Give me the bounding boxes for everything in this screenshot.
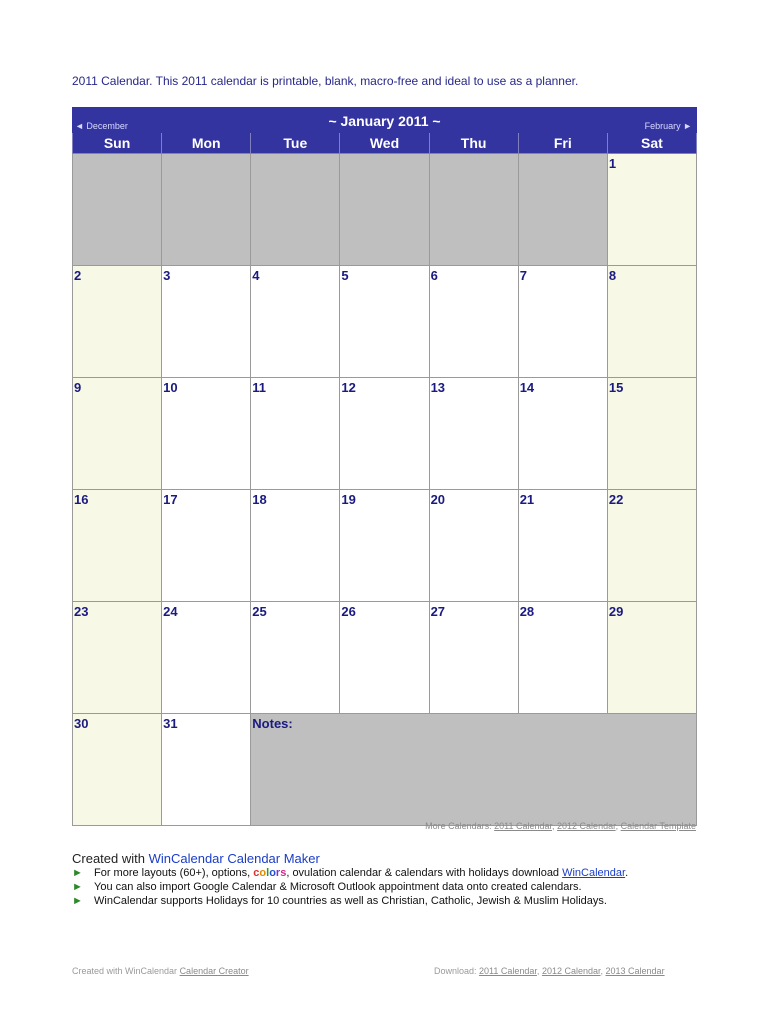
day-cell xyxy=(340,490,429,602)
day-number: 27 xyxy=(430,604,446,619)
bullet-text: . xyxy=(625,867,629,879)
day-number: 5 xyxy=(341,268,349,283)
weekday-header-sun: Sun xyxy=(73,133,162,154)
day-number: 17 xyxy=(163,492,178,507)
day-number: 4 xyxy=(252,268,260,283)
link-2011-calendar[interactable]: 2011 Calendar xyxy=(494,821,553,831)
day-cell xyxy=(251,490,340,602)
arrow-icon: ► xyxy=(72,881,83,893)
notes-area[interactable] xyxy=(251,714,697,826)
wincalendar-link[interactable]: WinCalendar xyxy=(562,867,626,879)
day-number: 11 xyxy=(252,380,267,395)
weekday-header-sat: Sat xyxy=(607,133,696,154)
created-with-prefix: Created with xyxy=(72,851,149,866)
day-number: 30 xyxy=(74,716,89,731)
day-cell xyxy=(162,490,251,602)
day-cell xyxy=(429,490,518,602)
day-cell xyxy=(162,714,251,826)
arrow-icon: ► xyxy=(72,867,83,879)
colors-letter: c xyxy=(253,867,260,879)
colors-letter: r xyxy=(275,867,281,879)
day-number: 12 xyxy=(341,380,356,395)
day-number: 7 xyxy=(519,268,527,283)
footer-download-label: Download: xyxy=(434,966,480,976)
empty-day-cell xyxy=(162,154,251,266)
day-cell xyxy=(73,714,162,826)
day-number: 21 xyxy=(519,492,535,507)
list-item xyxy=(72,880,628,894)
day-number: 8 xyxy=(608,268,617,283)
wincalendar-maker-link[interactable]: WinCalendar Calendar Maker xyxy=(148,851,320,866)
prev-month-link[interactable]: ◄ December xyxy=(75,121,128,131)
day-number: 18 xyxy=(252,492,267,507)
empty-day-cell xyxy=(251,154,340,266)
day-cell xyxy=(607,602,696,714)
day-cell xyxy=(251,602,340,714)
link-calendar-template[interactable]: Calendar Template xyxy=(620,821,696,831)
day-number: 1 xyxy=(608,156,617,171)
day-cell xyxy=(162,266,251,378)
download-2012-link[interactable]: 2012 Calendar xyxy=(541,966,601,976)
colors-letter: o xyxy=(269,867,276,879)
day-cell xyxy=(518,490,607,602)
day-cell xyxy=(73,490,162,602)
day-cell xyxy=(340,378,429,490)
day-cell xyxy=(607,154,696,266)
day-number: 13 xyxy=(430,380,446,395)
day-number: 20 xyxy=(430,492,446,507)
day-cell xyxy=(73,602,162,714)
day-cell xyxy=(429,602,518,714)
day-cell xyxy=(340,266,429,378)
download-2013-link[interactable]: 2013 Calendar xyxy=(605,966,665,976)
weekday-header-fri: Fri xyxy=(518,133,607,154)
colors-letter: o xyxy=(259,867,267,879)
calendar-title-bar xyxy=(73,108,697,133)
created-with xyxy=(72,851,320,866)
day-number: 6 xyxy=(430,268,438,283)
link-2012-calendar[interactable]: 2012 Calendar xyxy=(557,821,616,831)
colors-letter: s xyxy=(280,867,287,879)
day-number: 22 xyxy=(608,492,624,507)
feature-list xyxy=(72,866,628,908)
notes-label: Notes: xyxy=(252,716,293,731)
day-cell xyxy=(518,266,607,378)
weekday-header-tue: Tue xyxy=(251,133,340,154)
day-number: 16 xyxy=(74,492,89,507)
bullet-text: You can also import Google Calendar & Microsoft Outlook appointment data onto created calendars. xyxy=(94,881,582,893)
calendar-table xyxy=(72,107,697,826)
day-number: 28 xyxy=(519,604,535,619)
day-cell xyxy=(429,378,518,490)
day-cell xyxy=(518,378,607,490)
footer-left-text: Created with WinCalendar xyxy=(72,966,180,976)
day-cell xyxy=(162,378,251,490)
day-cell xyxy=(429,266,518,378)
day-cell xyxy=(518,602,607,714)
download-2011-link[interactable]: 2011 Calendar xyxy=(479,966,537,976)
day-number: 26 xyxy=(341,604,356,619)
bullet-text: For more layouts (60+), options, xyxy=(94,867,254,879)
intro-text: 2011 Calendar. This 2011 calendar is printable, blank, macro-free and ideal to use as a planner. xyxy=(72,74,579,88)
month-title: ~ January 2011 ~ xyxy=(328,113,441,129)
day-number: 19 xyxy=(341,492,356,507)
day-cell xyxy=(340,602,429,714)
day-number: 14 xyxy=(519,380,535,395)
day-cell xyxy=(607,490,696,602)
day-number: 23 xyxy=(74,604,89,619)
day-cell xyxy=(162,602,251,714)
arrow-icon: ► xyxy=(72,895,83,907)
next-month-link[interactable]: February ► xyxy=(644,121,692,131)
calendar-creator-link[interactable]: Calendar Creator xyxy=(179,966,249,976)
more-calendars: More Calendars: 2011 Calendar, 2012 Calendar, Calendar Template xyxy=(425,821,696,831)
footer-left xyxy=(72,966,249,976)
day-cell xyxy=(607,266,696,378)
day-number: 2 xyxy=(74,268,82,283)
weekday-header-wed: Wed xyxy=(340,133,429,154)
list-item xyxy=(72,866,628,880)
more-calendars-label: More Calendars: xyxy=(425,821,492,831)
weekday-header-thu: Thu xyxy=(429,133,518,154)
day-number: 9 xyxy=(74,380,82,395)
bullet-text: WinCalendar supports Holidays for 10 countries as well as Christian, Catholic, Jewish & Muslim Holidays. xyxy=(94,895,607,907)
day-number: 10 xyxy=(163,380,178,395)
colors-letter: l xyxy=(266,867,270,879)
day-number: 31 xyxy=(163,716,178,731)
empty-day-cell xyxy=(340,154,429,266)
empty-day-cell xyxy=(518,154,607,266)
day-cell xyxy=(251,266,340,378)
day-number: 29 xyxy=(608,604,624,619)
day-number: 24 xyxy=(163,604,178,619)
day-cell xyxy=(607,378,696,490)
empty-day-cell xyxy=(73,154,162,266)
list-item xyxy=(72,894,628,908)
day-number: 3 xyxy=(163,268,171,283)
bullet-text: , ovulation calendar & calendars with holidays download xyxy=(286,867,563,879)
day-number: 25 xyxy=(252,604,267,619)
day-number: 15 xyxy=(608,380,624,395)
day-cell xyxy=(73,378,162,490)
footer-right: Download: 2011 Calendar, 2012 Calendar, 2013 Calendar xyxy=(434,966,665,976)
day-cell xyxy=(251,378,340,490)
day-cell xyxy=(73,266,162,378)
weekday-header-mon: Mon xyxy=(162,133,251,154)
empty-day-cell xyxy=(429,154,518,266)
